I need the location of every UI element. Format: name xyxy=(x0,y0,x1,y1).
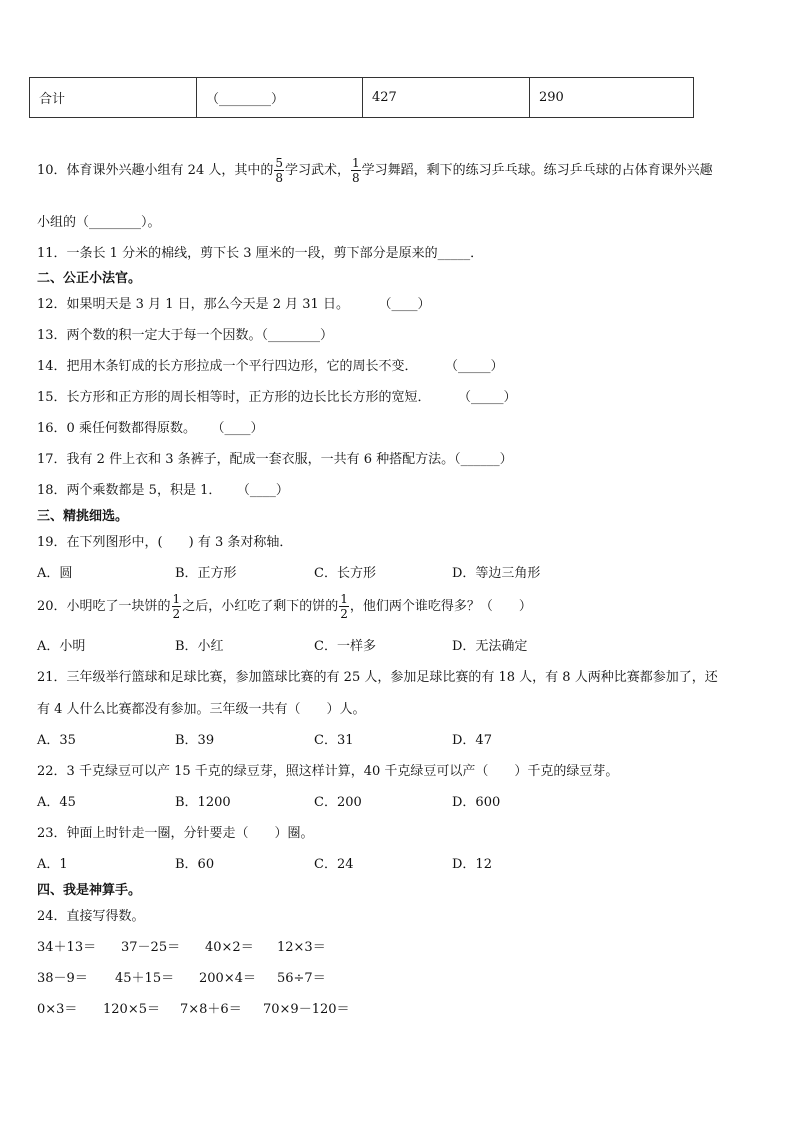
question-text: 15．长方形和正方形的周长相等时，正方形的边长比长方形的宽短． xyxy=(37,390,431,405)
denominator: 8 xyxy=(275,171,283,185)
judge-question xyxy=(37,479,289,498)
question-22: 22．3 千克绿豆可以产 15 千克的绿豆芽，照这样计算，40 千克绿豆可以产（ ）千克的绿豆芽。 xyxy=(37,764,619,779)
question-10-line2: 小组的（________）。 xyxy=(37,215,161,230)
option-c[interactable]: C．24 xyxy=(314,857,354,872)
answer-blank[interactable]: （_____） xyxy=(451,359,504,374)
denominator: 2 xyxy=(172,607,181,621)
option-b[interactable]: B．小红 xyxy=(175,639,224,654)
calc-item: 38－9＝ xyxy=(37,971,88,986)
question-text: 16．0 乘任何数都得原数。 xyxy=(37,421,196,436)
question-text: 12．如果明天是 3 月 1 日，那么今天是 2 月 31 日。 xyxy=(37,297,349,312)
table-cell: （________） xyxy=(197,78,363,118)
judge-question xyxy=(37,355,504,374)
calc-item: 7×8＋6＝ xyxy=(180,1002,242,1017)
option-d[interactable]: D．无法确定 xyxy=(452,639,528,654)
answer-blank[interactable]: （____） xyxy=(217,421,264,436)
table-cell: 290 xyxy=(530,78,694,118)
answer-blank[interactable]: （____） xyxy=(384,297,431,312)
option-a[interactable]: A．35 xyxy=(37,733,76,748)
question-10 xyxy=(37,152,713,190)
answer-blank[interactable]: （______） xyxy=(454,452,513,467)
fraction xyxy=(351,157,361,184)
summary-table xyxy=(29,77,694,118)
option-a[interactable]: A．圆 xyxy=(37,566,73,581)
judge-question xyxy=(37,324,333,343)
question-text: 学习武术， xyxy=(285,163,351,178)
question-text: 体育课外兴趣小组有 24 人，其中的 xyxy=(66,163,274,178)
question-text: 之后，小红吃了剩下的饼的 xyxy=(182,599,339,614)
question-21: 21．三年级举行篮球和足球比赛，参加篮球比赛的有 25 人，参加足球比赛的有 18 人，有 8 人两种比赛都参加了，还 xyxy=(37,670,718,685)
question-number: 10． xyxy=(37,163,67,178)
option-c[interactable]: C．200 xyxy=(314,795,362,810)
question-text: 学习舞蹈，剩下的练习乒乓球。练习乒乓球的占体育课外兴趣 xyxy=(361,163,713,178)
table-row xyxy=(30,78,694,118)
question-24: 24．直接写得数。 xyxy=(37,909,145,924)
option-b[interactable]: B．正方形 xyxy=(175,566,237,581)
question-20 xyxy=(37,590,532,624)
calc-item: 34＋13＝ xyxy=(37,940,97,955)
option-a[interactable]: A．1 xyxy=(37,857,68,872)
judge-question xyxy=(37,417,263,436)
option-b[interactable]: B．60 xyxy=(175,857,215,872)
option-a[interactable]: A．小明 xyxy=(37,639,86,654)
fraction xyxy=(274,157,284,184)
calc-item: 120×5＝ xyxy=(103,1002,160,1017)
option-d[interactable]: D．12 xyxy=(452,857,492,872)
calc-item: 70×9－120＝ xyxy=(263,1002,350,1017)
question-text: 13．两个数的积一定大于每一个因数。 xyxy=(37,328,262,343)
fraction xyxy=(172,593,182,620)
option-c[interactable]: C．一样多 xyxy=(314,639,376,654)
question-text: ，他们两个谁吃得多？（ ） xyxy=(349,599,532,614)
numerator: 1 xyxy=(352,156,360,170)
question-text: 18．两个乘数都是 5，积是 1． xyxy=(37,483,222,498)
calc-item: 45＋15＝ xyxy=(115,971,175,986)
question-text: 17．我有 2 件上衣和 3 条裤子，配成一套衣服，一共有 6 种搭配方法。 xyxy=(37,452,455,467)
table-cell: 合计 xyxy=(30,78,197,118)
option-c[interactable]: C．31 xyxy=(314,733,354,748)
section-heading: 四、我是神算手。 xyxy=(37,883,142,898)
question-19: 19．在下列图形中，( ) 有 3 条对称轴． xyxy=(37,535,293,550)
calc-item: 200×4＝ xyxy=(199,971,256,986)
option-b[interactable]: B．39 xyxy=(175,733,215,748)
calc-item: 40×2＝ xyxy=(205,940,254,955)
denominator: 2 xyxy=(340,607,348,621)
judge-question xyxy=(37,386,517,405)
calc-item: 0×3＝ xyxy=(37,1002,78,1017)
question-21-line2: 有 4 人什么比赛都没有参加。三年级一共有（ ）人。 xyxy=(37,702,366,717)
table-cell: 427 xyxy=(363,78,530,118)
option-d[interactable]: D．等边三角形 xyxy=(452,566,541,581)
question-text: 14．把用木条钉成的长方形拉成一个平行四边形，它的周长不变． xyxy=(37,359,418,374)
option-a[interactable]: A．45 xyxy=(37,795,76,810)
numerator: 1 xyxy=(340,592,348,606)
numerator: 1 xyxy=(172,592,181,606)
judge-question xyxy=(37,293,430,312)
answer-blank[interactable]: （_____） xyxy=(464,390,517,405)
answer-blank[interactable]: （____） xyxy=(243,483,289,498)
option-c[interactable]: C．长方形 xyxy=(314,566,376,581)
denominator: 8 xyxy=(352,171,360,185)
fraction xyxy=(339,593,349,620)
option-d[interactable]: D．600 xyxy=(452,795,501,810)
judge-question xyxy=(37,448,513,467)
question-11: 11．一条长 1 分米的棉线，剪下长 3 厘米的一段，剪下部分是原来的_____． xyxy=(37,246,484,261)
answer-blank[interactable]: （________） xyxy=(261,328,334,343)
calc-item: 56÷7＝ xyxy=(277,971,326,986)
calc-item: 37－25＝ xyxy=(121,940,181,955)
question-23: 23．钟面上时针走一圈，分针要走（ ）圈。 xyxy=(37,826,314,841)
question-text: 20．小明吃了一块饼的 xyxy=(37,599,171,614)
section-heading: 二、公正小法官。 xyxy=(37,271,142,286)
option-b[interactable]: B．1200 xyxy=(175,795,231,810)
calc-item: 12×3＝ xyxy=(277,940,326,955)
section-heading: 三、精挑细选。 xyxy=(37,509,129,524)
numerator: 5 xyxy=(275,156,283,170)
option-d[interactable]: D．47 xyxy=(452,733,492,748)
